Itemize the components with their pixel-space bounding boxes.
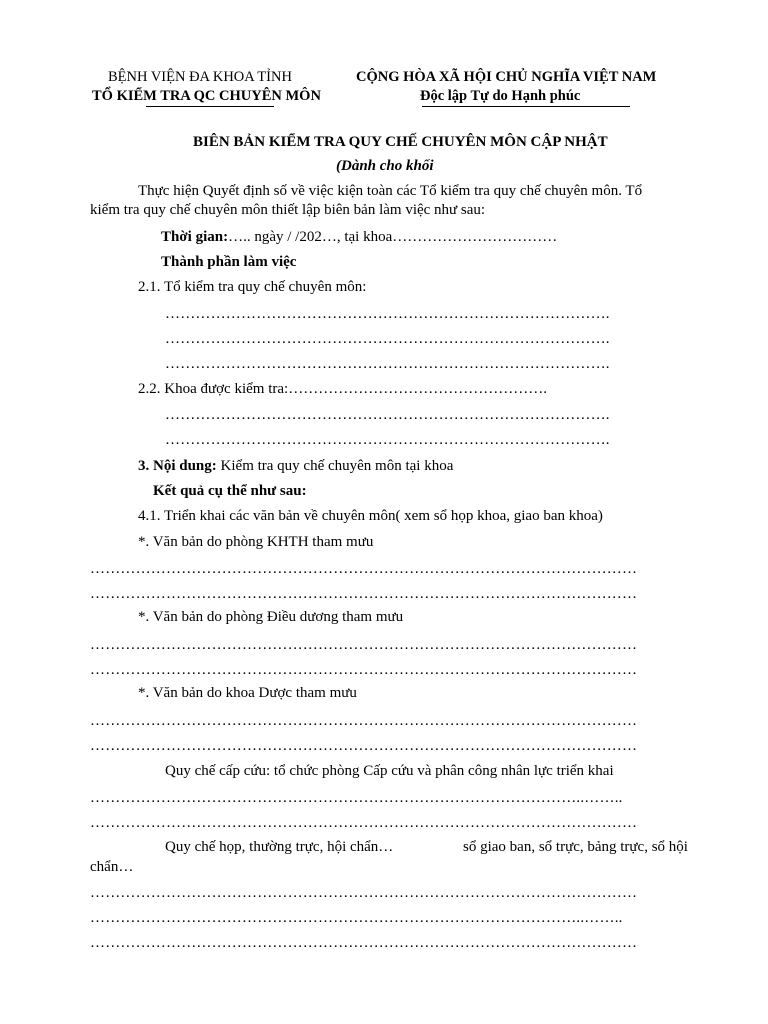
participants-heading: Thành phần làm việc — [161, 254, 297, 270]
document-subtitle: (Dành cho khối — [336, 158, 434, 174]
section-cap-cuu: Quy chế cấp cứu: tổ chức phòng Cấp cứu và phân công nhân lực triển khai — [165, 763, 614, 779]
team-name: TỔ KIỂM TRA QC CHUYÊN MÔN — [92, 88, 321, 104]
section-hop-line-2: chẩn… — [90, 859, 134, 875]
section-hop-part-a: Quy chế họp, thường trực, hội chẩn… — [165, 839, 394, 855]
content-value: Kiểm tra quy chế chuyên môn tại khoa — [216, 458, 454, 474]
content-label: 3. Nội dung: — [138, 458, 217, 474]
content-row — [138, 457, 453, 475]
intro-line-2: kiểm tra quy chế chuyên môn thiết lập biên bản làm việc như sau: — [90, 202, 486, 218]
participants-item-department: 2.2. Khoa được kiểm tra:……………………………………………. — [138, 381, 547, 397]
results-heading: Kết quả cụ thể như sau: — [153, 483, 307, 499]
dotted-line: ……………………………………………………………………………………..…….. — [90, 790, 623, 806]
dotted-line: ……………………………………………………………………………………………… — [90, 935, 638, 951]
dotted-line: ……………………………………………………………………………………..…….. — [90, 910, 623, 926]
nation-motto: Độc lập Tự do Hạnh phúc — [420, 88, 581, 104]
section-hop-part-b: sổ giao ban, sổ trực, bảng trực, sổ hội — [463, 839, 688, 855]
dotted-line: ……………………………………………………………………………. — [165, 306, 610, 322]
intro-line-1: Thực hiện Quyết định số về việc kiện toàn các Tổ kiểm tra quy chế chuyên môn. Tổ — [138, 183, 643, 199]
document-title: BIÊN BẢN KIỂM TRA QUY CHẾ CHUYÊN MÔN CẬP NHẬT — [193, 134, 608, 150]
item-4-1: 4.1. Triển khai các văn bản về chuyên môn( xem sổ họp khoa, giao ban khoa) — [138, 508, 603, 524]
time-row — [161, 228, 557, 246]
dotted-line: ……………………………………………………………………………………………… — [90, 815, 638, 831]
hospital-name: BỆNH VIỆN ĐA KHOA TỈNH — [108, 69, 292, 85]
dotted-line: ……………………………………………………………………………………………… — [90, 738, 638, 754]
dotted-line: ……………………………………………………………………………………………… — [90, 561, 638, 577]
time-label: Thời gian: — [161, 229, 229, 245]
section-dieu-duong: *. Văn bản do phòng Điều dương tham mưu — [138, 609, 404, 625]
dotted-line: ……………………………………………………………………………………………… — [90, 637, 638, 653]
team-name-underline — [146, 106, 274, 107]
section-duoc: *. Văn bản do khoa Dược tham mưu — [138, 685, 357, 701]
nation-name: CỘNG HÒA XÃ HỘI CHỦ NGHĨA VIỆT NAM — [356, 69, 657, 85]
dotted-line: ……………………………………………………………………………. — [165, 331, 610, 347]
dotted-line: ……………………………………………………………………………. — [165, 432, 610, 448]
dotted-line: ……………………………………………………………………………. — [165, 407, 610, 423]
dotted-line: ……………………………………………………………………………………………… — [90, 586, 638, 602]
dotted-line: ……………………………………………………………………………………………… — [90, 662, 638, 678]
section-khth: *. Văn bản do phòng KHTH tham mưu — [138, 534, 374, 550]
dotted-line: ……………………………………………………………………………………………… — [90, 885, 638, 901]
dotted-line: ……………………………………………………………………………………………… — [90, 713, 638, 729]
nation-motto-underline — [422, 106, 630, 107]
dotted-line: ……………………………………………………………………………. — [165, 356, 610, 372]
participants-item-team: 2.1. Tổ kiểm tra quy chế chuyên môn: — [138, 279, 367, 295]
time-value: ….. ngày / /202…, tại khoa…………………………… — [228, 229, 558, 245]
